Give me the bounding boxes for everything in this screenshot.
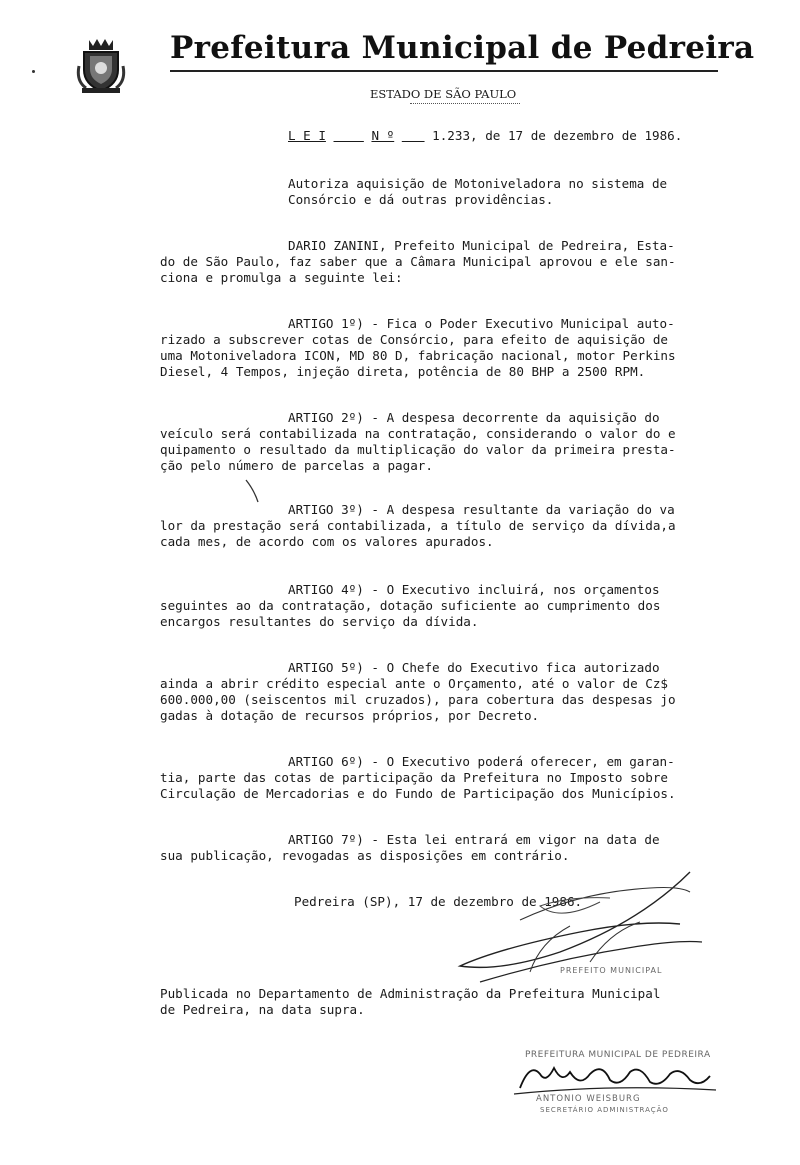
law-heading-number-label: N º: [371, 128, 395, 143]
article-3-line: cada mes, de acordo com os valores apurados.: [160, 534, 494, 549]
article-5-line: gadas à dotação de recursos próprios, por Decreto.: [160, 708, 540, 723]
article-3-line: lor da prestação será contabilizada, a título de serviço da dívida,a: [160, 518, 676, 533]
secretary-name: ANTONIO WEISBURG: [536, 1094, 641, 1104]
speck: [32, 70, 35, 73]
article-4-line: ARTIGO 4º) - O Executivo incluirá, nos orçamentos: [288, 582, 660, 597]
article-3-line: ARTIGO 3º) - A despesa resultante da variação do va: [288, 502, 675, 517]
preamble-line: DARIO ZANINI, Prefeito Municipal de Pedreira, Esta-: [288, 238, 675, 253]
summary-line: Autoriza aquisição de Motoniveladora no sistema de: [288, 176, 668, 191]
law-heading-spacer-2: [402, 128, 425, 143]
mayor-stamp: PREFEITO MUNICIPAL: [560, 966, 663, 975]
article-7-line: ARTIGO 7º) - Esta lei entrará em vigor na data de: [288, 832, 660, 847]
secretary-role: SECRETÁRIO ADMINISTRAÇÃO: [540, 1106, 669, 1114]
law-heading-spacer: [334, 128, 364, 143]
article-6-line: Circulação de Mercadorias e do Fundo de Participação dos Municípios.: [160, 786, 676, 801]
article-1-line: rizado a subscrever cotas de Consórcio, para efeito de aquisição de: [160, 332, 668, 347]
article-4-line: seguintes ao da contratação, dotação suficiente ao cumprimento dos: [160, 598, 661, 613]
article-1-line: uma Motoniveladora ICON, MD 80 D, fabricação nacional, motor Perkins: [160, 348, 676, 363]
preamble-line: ciona e promulga a seguinte lei:: [160, 270, 403, 285]
title-rule: [170, 70, 718, 72]
article-5-line: ainda a abrir crédito especial ante o Orçamento, até o valor de Cz$: [160, 676, 668, 691]
article-1-line: ARTIGO 1º) - Fica o Poder Executivo Municipal auto-: [288, 316, 675, 331]
article-4-line: encargos resultantes do serviço da dívida.: [160, 614, 479, 629]
article-5-line: ARTIGO 5º) - O Chefe do Executivo fica autorizado: [288, 660, 660, 675]
article-2-line: ção pelo número de parcelas a pagar.: [160, 458, 433, 473]
publication-line: de Pedreira, na data supra.: [160, 1002, 365, 1017]
article-2-line: veículo será contabilizada na contratação, considerando o valor do e: [160, 426, 676, 441]
place-date: Pedreira (SP), 17 de dezembro de 1986.: [294, 894, 583, 909]
law-heading-rest: 1.233, de 17 de dezembro de 1986.: [432, 128, 683, 143]
article-5-line: 600.000,00 (seiscentos mil cruzados), para cobertura das despesas jo: [160, 692, 676, 707]
state-label: ESTADO DE SÃO PAULO: [370, 87, 517, 101]
article-6-line: ARTIGO 6º) - O Executivo poderá oferecer, em garan-: [288, 754, 675, 769]
law-heading: [288, 128, 682, 143]
article-2-line: quipamento o resultado da multiplicação do valor da primeira presta-: [160, 442, 676, 457]
summary-line: Consórcio e dá outras providências.: [288, 192, 554, 207]
secretary-stamp: PREFEITURA MUNICIPAL DE PEDREIRA: [525, 1050, 711, 1060]
article-1-line: Diesel, 4 Tempos, injeção direta, potência de 80 BHP a 2500 RPM.: [160, 364, 646, 379]
preamble-line: do de São Paulo, faz saber que a Câmara Municipal aprovou e ele san-: [160, 254, 676, 269]
coat-of-arms-seal: [76, 36, 126, 94]
state-rule: [410, 103, 520, 104]
publication-line: Publicada no Departamento de Administração da Prefeitura Municipal: [160, 986, 661, 1001]
secretary-signature: [510, 1054, 720, 1098]
pen-stroke-mark: [244, 478, 264, 508]
article-7-line: sua publicação, revogadas as disposições em contrário.: [160, 848, 570, 863]
article-2-line: ARTIGO 2º) - A despesa decorrente da aquisição do: [288, 410, 660, 425]
article-6-line: tia, parte das cotas de participação da Prefeitura no Imposto sobre: [160, 770, 668, 785]
law-heading-letters: L E I: [288, 128, 326, 143]
document-title: Prefeitura Municipal de Pedreira: [170, 30, 755, 66]
